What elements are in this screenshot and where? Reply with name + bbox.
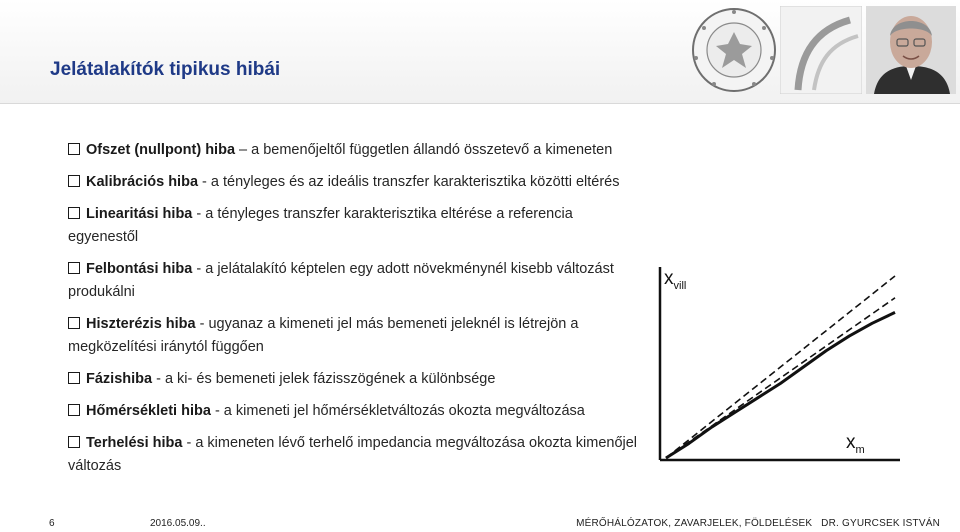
bullet-text: - a jelátalakító képtelen egy adott növekménynél kisebb változást produkálni [68, 261, 614, 300]
footer-course-author [576, 518, 940, 529]
footer-author: DR. GYURCSEK ISTVÁN [821, 518, 940, 529]
list-item [68, 432, 638, 478]
bullet-text: - a ki- és bemeneti jelek fázisszögének a különbsége [152, 371, 496, 387]
bullet-term: Fázishiba [86, 371, 153, 387]
checkbox-bullet-icon [68, 175, 80, 187]
bullet-text: - a kimeneten lévő terhelő impedancia megváltozása okozta kimenőjel változás [68, 435, 638, 474]
list-item [68, 313, 638, 359]
list-item [68, 258, 638, 304]
slide-footer [0, 516, 960, 532]
bullet-text: - a kimeneti jel hőmérsékletváltozás okozta megváltozása [210, 403, 585, 419]
faculty-logo [780, 6, 862, 94]
bullet-text: – a bemenőjeltől független állandó összetevő a kimeneten [235, 142, 613, 158]
x-axis-label: $x_m$ [846, 432, 865, 456]
bullet-text: - a tényleges transzfer karakterisztika eltérése a referencia egyenestől [68, 206, 573, 245]
checkbox-bullet-icon [68, 317, 80, 329]
checkbox-bullet-icon [68, 143, 80, 155]
list-item [68, 400, 638, 423]
checkbox-bullet-icon [68, 372, 80, 384]
author-portrait [866, 6, 956, 94]
footer-date: 2016.05.09.. [150, 518, 206, 529]
bullet-text: - ugyanaz a kimeneti jel más bemeneti jeleknél is létrejön a megközelítési iránytól függően [68, 316, 579, 355]
bullet-term: Terhelési hiba [86, 435, 183, 451]
error-type-list [68, 139, 638, 487]
checkbox-bullet-icon [68, 404, 80, 416]
bullet-term: Linearitási hiba [86, 206, 193, 222]
checkbox-bullet-icon [68, 262, 80, 274]
list-item [68, 139, 638, 162]
page-number: 6 [49, 518, 55, 529]
bullet-term: Ofszet (nullpont) hiba [86, 142, 236, 158]
bullet-text: - a tényleges és az ideális transzfer karakterisztika közötti eltérés [198, 174, 620, 190]
list-item [68, 368, 638, 391]
page-title: Jelátalakítók tipikus hibái [50, 59, 281, 80]
list-item [68, 171, 638, 194]
transfer-characteristic-chart [630, 262, 905, 474]
checkbox-bullet-icon [68, 207, 80, 219]
series-line-2 [666, 312, 895, 458]
footer-course: MÉRŐHÁLÓZATOK, ZAVARJELEK, FÖLDELÉSEK [576, 518, 813, 529]
y-axis-label: $x_{vill}$ [664, 268, 687, 292]
university-seal-logo [690, 6, 778, 94]
bullet-term: Kalibrációs hiba [86, 174, 199, 190]
bullet-term: Hőmérsékleti hiba [86, 403, 211, 419]
bullet-term: Felbontási hiba [86, 261, 193, 277]
series-line-0 [666, 276, 895, 458]
checkbox-bullet-icon [68, 436, 80, 448]
list-item [68, 203, 638, 249]
bullet-term: Hiszterézis hiba [86, 316, 196, 332]
